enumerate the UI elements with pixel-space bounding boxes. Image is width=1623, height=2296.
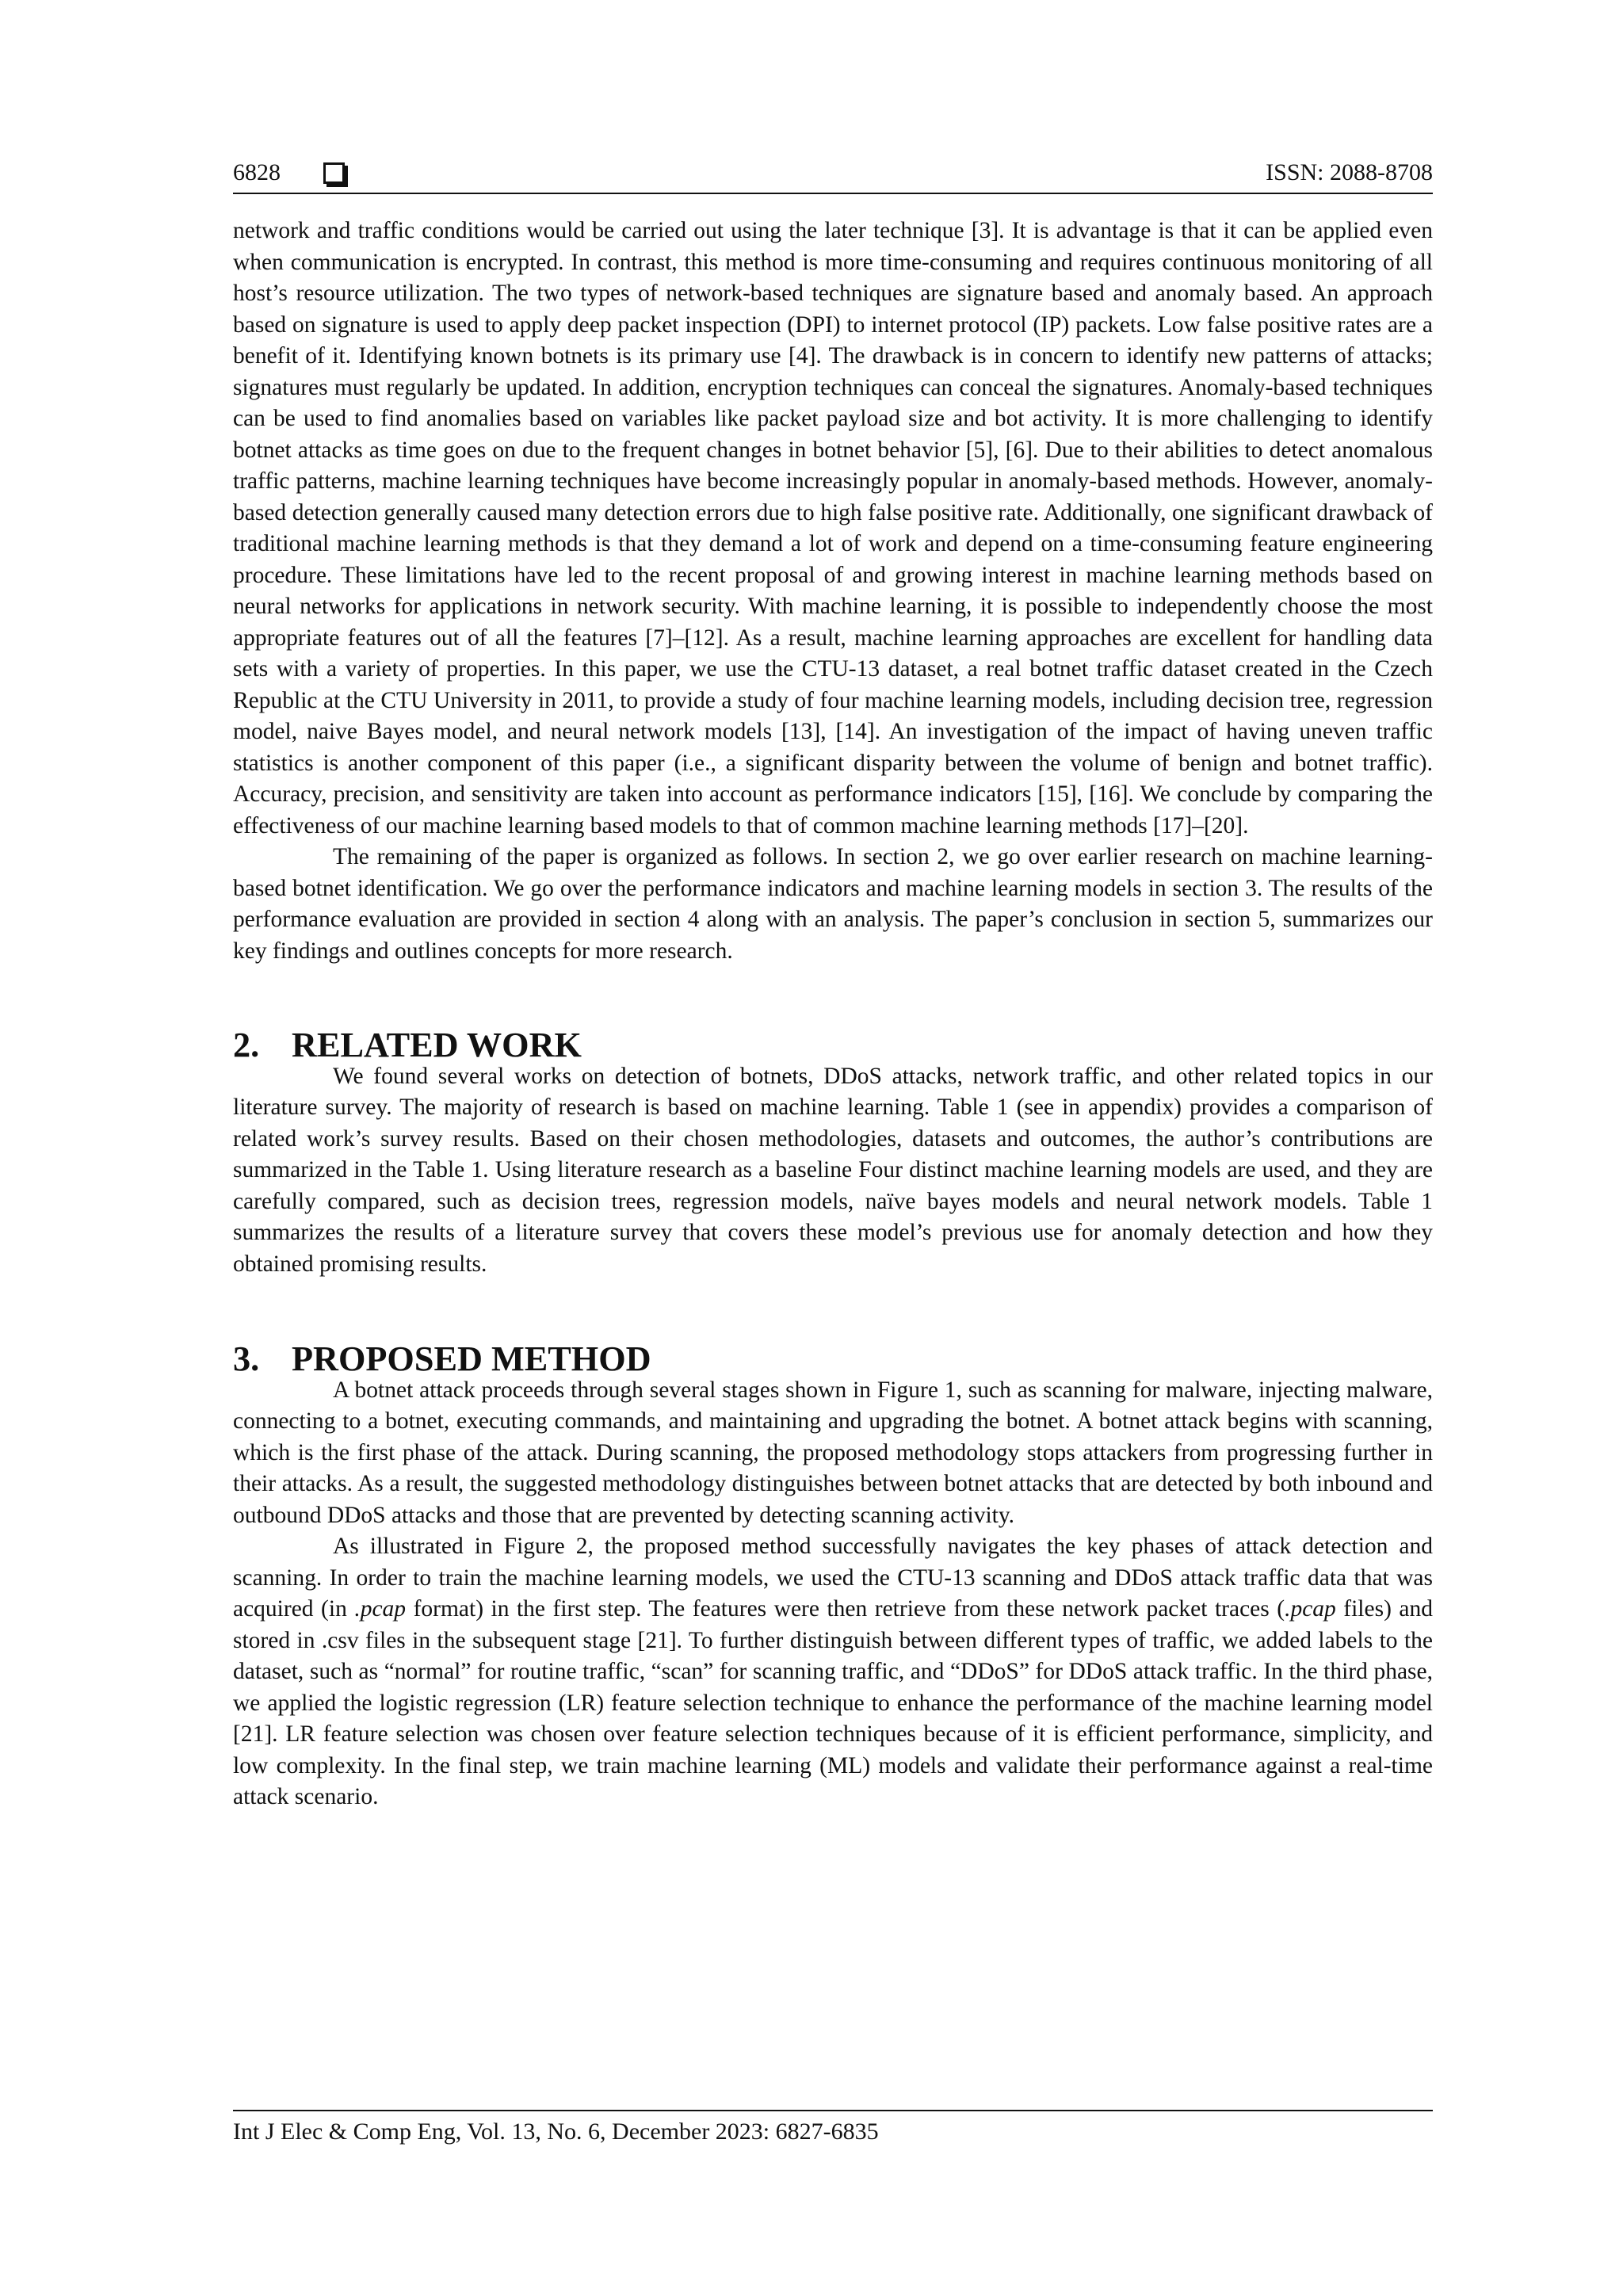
page-number: 6828 [233,159,281,185]
issn-label: ISSN: 2088-8708 [1266,159,1433,185]
proposed-method-paragraph [233,1531,1433,1813]
section-title: RELATED WORK [292,1026,582,1064]
footer-rule [233,2110,1433,2111]
section-spacer [233,967,1433,1030]
intro-paragraph: The remaining of the paper is organized as follows. In section 2, we go over earlier research on machine learning-based botnet identification. We go over the performance indicators and machine learning models in section 3. The results of the performance evaluation are provided in section 4 along with an analysis. The paper’s conclusion in section 5, summarizes our key findings and outlines concepts for more research. [233,844,1433,964]
checkbox-square-icon [323,162,345,184]
italic-text-run: .pcap [354,1596,407,1622]
header-rule [233,193,1433,194]
section-spacer [233,1280,1433,1343]
section-number: 2. [233,1026,260,1064]
page-header [233,155,1433,190]
italic-text-run: .pcap [1285,1596,1336,1622]
section-heading-proposed-method [233,1339,1433,1378]
text-run: format) in the first step. The features were then retrieve from these network packet traces ( [406,1596,1285,1622]
text-run: As illustrated in Figure 2, the proposed method successfully navigates the key phases of attack detection and scanning. In order to train the machine learning models, we used the CTU-13 scanning and DDoS attack traffic data that was acquired (in [233,1534,1433,1622]
text-run: files) and stored in .csv files in the subsequent stage [21]. To further distinguish between different types of traffic, we added labels to the dataset, such as “normal” for routine traffic, “scan” for scanning traffic, and “DDoS” for DDoS attack traffic. In the third phase, we applied the logistic regression (LR) feature selection technique to enhance the performance of the machine learning model [21]. LR feature selection was chosen over feature selection techniques because of it is efficient performance, simplicity, and low complexity. In the final step, we train machine learning (ML) models and validate their performance against a real-time attack scenario. [233,1596,1433,1809]
page-footer: Int J Elec & Comp Eng, Vol. 13, No. 6, December 2023: 6827-6835 [233,2118,879,2145]
related-work-paragraph: We found several works on detection of botnets, DDoS attacks, network traffic, and other related topics in our literature survey. The majority of research is based on machine learning. Table 1 (see in appendix) provides a comparison of related work’s survey results. Based on their chosen methodologies, datasets and outcomes, the author’s contributions are summarized in the Table 1. Using literature research as a baseline Four distinct machine learning models are used, and they are carefully compared, such as decision trees, regression models, naïve bayes models and neural network models. Table 1 summarizes the results of a literature survey that covers these model’s previous use for anomaly detection and how they obtained promising results. [233,1063,1433,1277]
intro-paragraph: network and traffic conditions would be carried out using the later technique [3]. It is advantage is that it can be applied even when communication is encrypted. In contrast, this method is more time-consuming and requires continuous monitoring of all host’s resource utilization. The two types of network-based techniques are signature based and anomaly based. An approach based on signature is used to apply deep packet inspection (DPI) to internet protocol (IP) packets. Low false positive rates are a benefit of it. Identifying known botnets is its primary use [4]. The drawback is in concern to identify new patterns of attacks; signatures must regularly be updated. In addition, encryption techniques can conceal the signatures. Anomaly-based techniques can be used to find anomalies based on variables like packet payload size and bot activity. It is more challenging to identify botnet attacks as time goes on due to the frequent changes in botnet behavior [5], [6]. Due to their abilities to detect anomalous traffic patterns, machine learning techniques have become increasingly popular in anomaly-based methods. However, anomaly-based detection generally caused many detection errors due to high false positive rate. Additionally, one significant drawback of traditional machine learning methods is that they demand a lot of work and depend on a time-consuming feature engineering procedure. These limitations have led to the recent proposal of and growing interest in machine learning methods based on neural networks for applications in network security. With machine learning, it is possible to independently choose the most appropriate features out of all the features [7]–[12]. As a result, machine learning approaches are excellent for handling data sets with a variety of properties. In this paper, we use the CTU-13 dataset, a real botnet traffic dataset created in the Czech Republic at the CTU University in 2011, to provide a study of four machine learning models, including decision tree, regression model, naive Bayes model, and neural network models [13], [14]. An investigation of the impact of having uneven traffic statistics is another component of this paper (i.e., a significant disparity between the volume of benign and botnet traffic). Accuracy, precision, and sensitivity are taken into account as performance indicators [15], [16]. We conclude by comparing the effectiveness of our machine learning based models to that of common machine learning methods [17]–[20]. [233,218,1433,839]
section-heading-related-work [233,1026,1433,1064]
proposed-method-paragraph: A botnet attack proceeds through several stages shown in Figure 1, such as scanning for malware, injecting malware, connecting to a botnet, executing commands, and maintaining and upgrading the botnet. A botnet attack begins with scanning, which is the first phase of the attack. During scanning, the proposed methodology stops attackers from progressing further in their attacks. As a result, the suggested methodology distinguishes between botnet attacks that are detected by both inbound and outbound DDoS attacks and those that are prevented by detecting scanning activity. [233,1377,1433,1528]
section-number: 3. [233,1339,260,1378]
article-body [233,216,1433,1813]
section-title: PROPOSED METHOD [292,1339,651,1378]
